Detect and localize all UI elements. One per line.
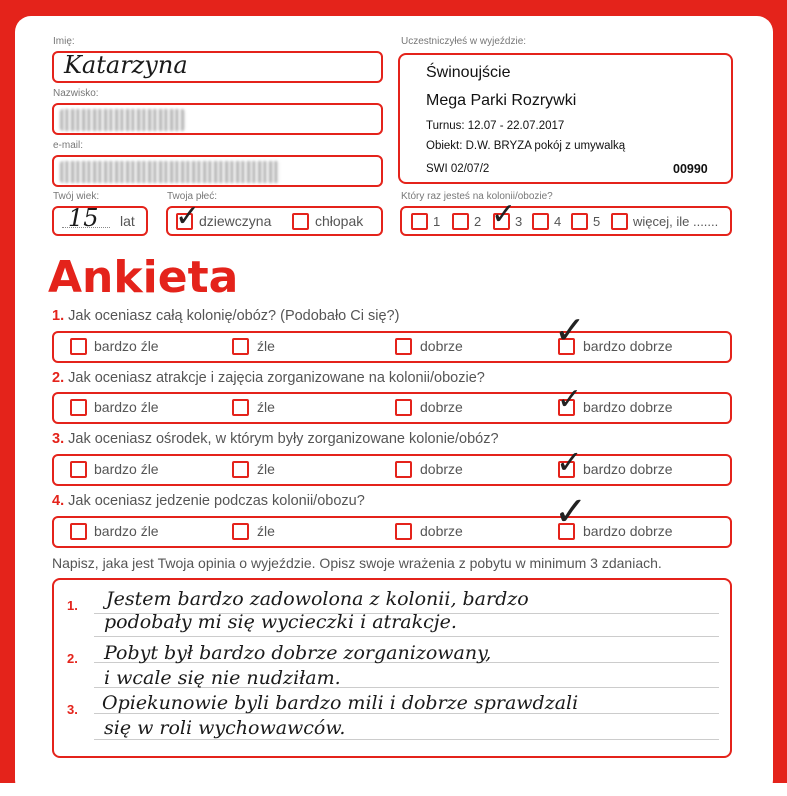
checkmark-icon: ✓	[554, 489, 588, 535]
times-checkbox-4[interactable]	[532, 213, 549, 230]
times-option-2: 2	[474, 214, 482, 229]
times-option-more: więcej, ile .......	[633, 214, 719, 229]
times-field	[400, 197, 732, 236]
question-text: Jak oceniasz ośrodek, w którym były zorganizowane kolonie/obóz?	[68, 431, 499, 447]
opinion-line: się w roli wychowawców.	[104, 717, 346, 739]
question-4	[52, 493, 365, 509]
trip-number: 00990	[673, 162, 708, 176]
checkmark-icon: ✓	[557, 382, 583, 417]
name-value: Katarzyna	[64, 51, 188, 79]
times-checkbox-1[interactable]	[411, 213, 428, 230]
q1-checkbox-good[interactable]	[395, 338, 412, 355]
email-field[interactable]	[52, 155, 383, 187]
name-label: Imię:	[53, 36, 75, 47]
question-number: 1.	[52, 308, 65, 324]
option-label: dobrze	[420, 523, 463, 539]
option-label: źle	[257, 523, 275, 539]
option-label: źle	[257, 338, 275, 354]
option-label: bardzo źle	[94, 338, 159, 354]
age-field[interactable]	[52, 206, 148, 236]
times-option-5: 5	[593, 214, 601, 229]
times-checkbox-2[interactable]	[452, 213, 469, 230]
times-label: Który raz jesteś na kolonii/obozie?	[401, 191, 553, 202]
option-label: bardzo źle	[94, 399, 159, 415]
writing-line	[94, 636, 719, 637]
question-number: 2.	[52, 370, 65, 386]
q3-checkbox-very-bad[interactable]	[70, 461, 87, 478]
question-number: 4.	[52, 493, 65, 509]
trip-park: Mega Parki Rozrywki	[426, 92, 577, 109]
opinion-line: Pobyt był bardzo dobrze zorganizowany,	[104, 642, 492, 664]
trip-code: SWI 02/07/2	[426, 163, 490, 175]
q2-checkbox-very-bad[interactable]	[70, 399, 87, 416]
q4-checkbox-bad[interactable]	[232, 523, 249, 540]
opinion-line: podobały mi się wycieczki i atrakcje.	[104, 611, 457, 633]
question-text: Jak oceniasz całą kolonię/obóz? (Podobało Ci się?)	[68, 308, 400, 324]
redacted-surname	[60, 109, 185, 131]
line-number: 3.	[67, 702, 78, 717]
option-label: bardzo dobrze	[583, 523, 673, 539]
trip-obiekt: Obiekt: D.W. BRYZA pokój z umywalką	[426, 140, 626, 152]
q1-checkbox-bad[interactable]	[232, 338, 249, 355]
question-1	[52, 308, 399, 324]
line-number: 2.	[67, 651, 78, 666]
age-label: Twój wiek:	[53, 191, 100, 202]
gender-option-girl: dziewczyna	[199, 213, 272, 229]
question-3-answers	[52, 443, 732, 486]
option-label: źle	[257, 461, 275, 477]
option-label: dobrze	[420, 338, 463, 354]
question-2	[52, 370, 485, 386]
question-text: Jak oceniasz jedzenie podczas kolonii/obozu?	[68, 493, 365, 509]
times-option-1: 1	[433, 214, 441, 229]
opinion-prompt: Napisz, jaka jest Twoja opinia o wyjeździe. Opisz swoje wrażenia z pobytu w minimum 3 zdaniach.	[52, 555, 662, 571]
q3-checkbox-bad[interactable]	[232, 461, 249, 478]
option-label: bardzo dobrze	[583, 461, 673, 477]
q4-checkbox-very-bad[interactable]	[70, 523, 87, 540]
q2-checkbox-good[interactable]	[395, 399, 412, 416]
surname-field[interactable]	[52, 103, 383, 135]
gender-field	[166, 199, 383, 236]
name-field[interactable]	[52, 51, 383, 83]
gender-option-boy: chłopak	[315, 213, 364, 229]
opinion-box[interactable]	[52, 578, 732, 758]
question-2-answers	[52, 382, 732, 424]
times-checkbox-5[interactable]	[571, 213, 588, 230]
times-option-4: 4	[554, 214, 562, 229]
option-label: bardzo źle	[94, 461, 159, 477]
checkmark-icon: ✓	[556, 443, 583, 481]
q1-checkbox-very-bad[interactable]	[70, 338, 87, 355]
question-text: Jak oceniasz atrakcje i zajęcia zorganizowane na kolonii/obozie?	[68, 370, 485, 386]
trip-label: Uczestniczyłeś w wyjeździe:	[401, 36, 527, 47]
q3-checkbox-good[interactable]	[395, 461, 412, 478]
writing-line	[94, 739, 719, 740]
age-unit: lat	[120, 213, 135, 229]
survey-title: Ankieta	[48, 252, 239, 303]
checkmark-icon: ✓	[175, 199, 201, 234]
line-number: 1.	[67, 598, 78, 613]
surname-label: Nazwisko:	[53, 88, 99, 99]
email-label: e-mail:	[53, 140, 84, 151]
option-label: bardzo dobrze	[583, 399, 673, 415]
checkmark-icon: ✓	[491, 197, 517, 232]
opinion-line: Jestem bardzo zadowolona z kolonii, bardzo	[106, 588, 529, 610]
option-label: bardzo dobrze	[583, 338, 673, 354]
checkmark-icon: ✓	[554, 308, 586, 352]
redacted-email	[60, 161, 280, 183]
option-label: dobrze	[420, 399, 463, 415]
times-option-3: 3	[515, 214, 523, 229]
opinion-line: Opiekunowie byli bardzo mili i dobrze sprawdzali	[102, 692, 579, 714]
age-value: 15	[68, 204, 99, 232]
option-label: dobrze	[420, 461, 463, 477]
gender-label: Twoja płeć:	[167, 191, 218, 202]
question-3	[52, 431, 499, 447]
trip-turnus: Turnus: 12.07 - 22.07.2017	[426, 120, 565, 132]
times-checkbox-more[interactable]	[611, 213, 628, 230]
option-label: źle	[257, 399, 275, 415]
opinion-line: i wcale się nie nudziłam.	[104, 667, 341, 689]
q4-checkbox-good[interactable]	[395, 523, 412, 540]
trip-stamp	[398, 53, 733, 184]
question-number: 3.	[52, 431, 65, 447]
option-label: bardzo źle	[94, 523, 159, 539]
q2-checkbox-bad[interactable]	[232, 399, 249, 416]
trip-city: Świnoujście	[426, 64, 511, 81]
gender-checkbox-boy[interactable]	[292, 213, 309, 230]
